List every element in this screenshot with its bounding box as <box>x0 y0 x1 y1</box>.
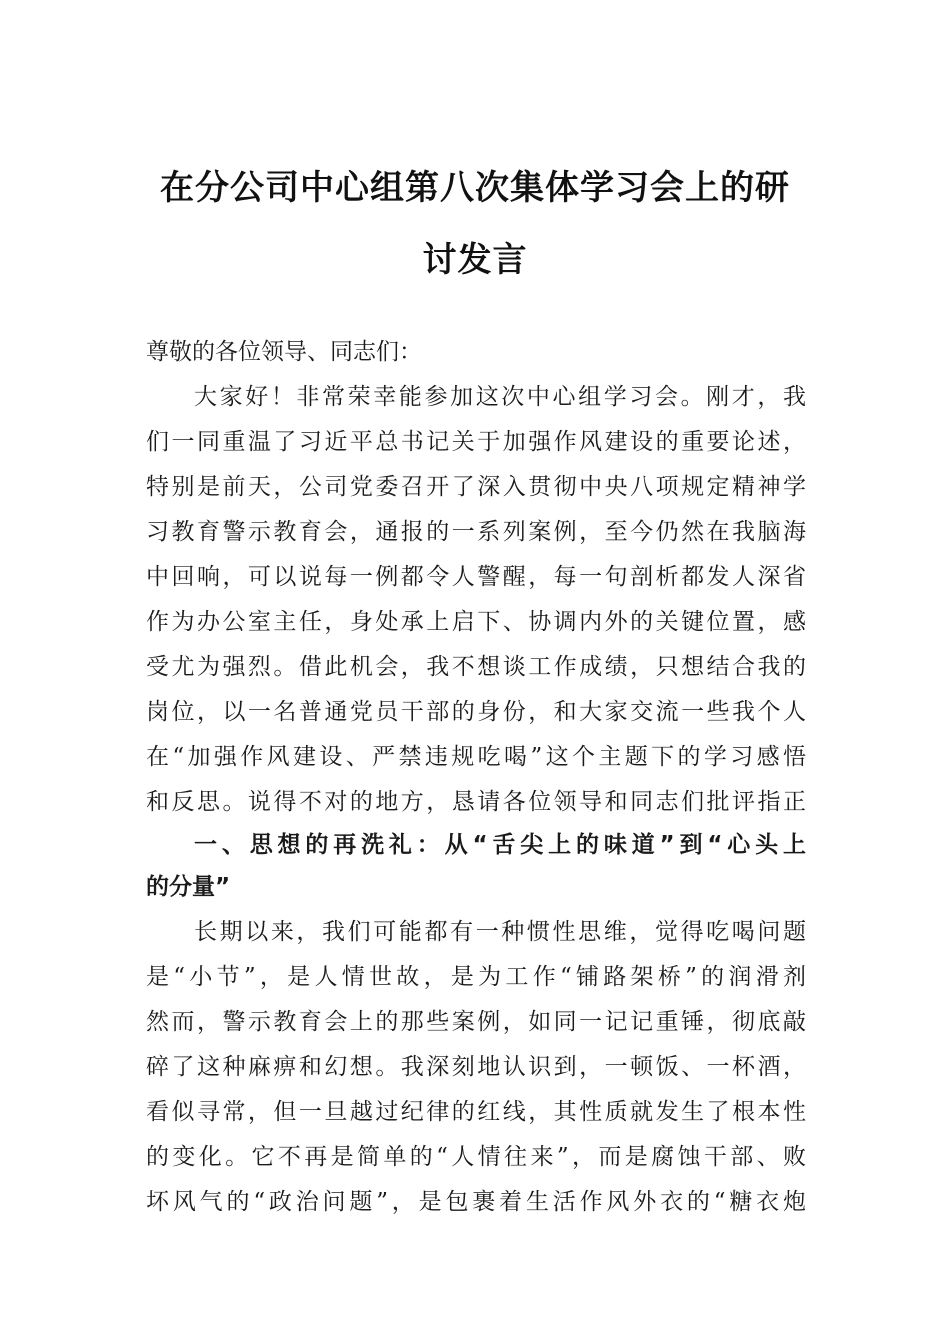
paragraph-line: 习教育警示教育会，通报的一系列案例，至今仍然在我脑海 <box>146 519 806 545</box>
paragraph-line: 岗位，以一名普通党员干部的身份，和大家交流一些我个人 <box>146 699 806 725</box>
paragraph-line: 作为办公室主任，身处承上启下、协调内外的关键位置，感 <box>146 609 806 635</box>
paragraph-line: 然而，警示教育会上的那些案例，如同一记记重锤，彻底敲 <box>146 1009 806 1035</box>
paragraph-line: 特别是前天，公司党委召开了深入贯彻中央八项规定精神学 <box>146 474 806 500</box>
document-title-line-2: 讨发言 <box>422 240 528 280</box>
paragraph-line: 和反思。说得不对的地方，恳请各位领导和同志们批评指正 <box>146 789 806 815</box>
paragraph-line: 在“加强作风建设、严禁违规吃喝”这个主题下的学习感悟 <box>146 744 806 770</box>
paragraph-line: 中回响，可以说每一例都令人警醒，每一句剖析都发人深省 <box>146 564 806 590</box>
paragraph-line: 们一同重温了习近平总书记关于加强作风建设的重要论述， <box>146 429 806 455</box>
section-heading: 的分量” <box>146 874 231 900</box>
paragraph-line: 受尤为强烈。借此机会，我不想谈工作成绩，只想结合我的 <box>146 654 806 680</box>
paragraph-line: 大家好！非常荣幸能参加这次中心组学习会。刚才，我 <box>194 384 806 410</box>
document-title-line-1: 在分公司中心组第八次集体学习会上的研 <box>160 168 790 208</box>
paragraph-line: 看似寻常，但一旦越过纪律的红线，其性质就发生了根本性 <box>146 1099 806 1125</box>
section-heading: 一、思想的再洗礼：从“舌尖上的味道”到“心头上 <box>194 832 806 858</box>
paragraph-line: 是“小节”，是人情世故，是为工作“铺路架桥”的润滑剂 <box>146 964 806 990</box>
paragraph-line: 碎了这种麻痹和幻想。我深刻地认识到，一顿饭、一杯酒， <box>146 1054 806 1080</box>
paragraph-line: 的变化。它不再是简单的“人情往来”，而是腐蚀干部、败 <box>146 1144 806 1170</box>
paragraph-line: 坏风气的“政治问题”，是包裹着生活作风外衣的“糖衣炮 <box>146 1189 806 1215</box>
salutation: 尊敬的各位领导、同志们： <box>146 339 422 365</box>
paragraph-line: 长期以来，我们可能都有一种惯性思维，觉得吃喝问题 <box>194 919 806 945</box>
